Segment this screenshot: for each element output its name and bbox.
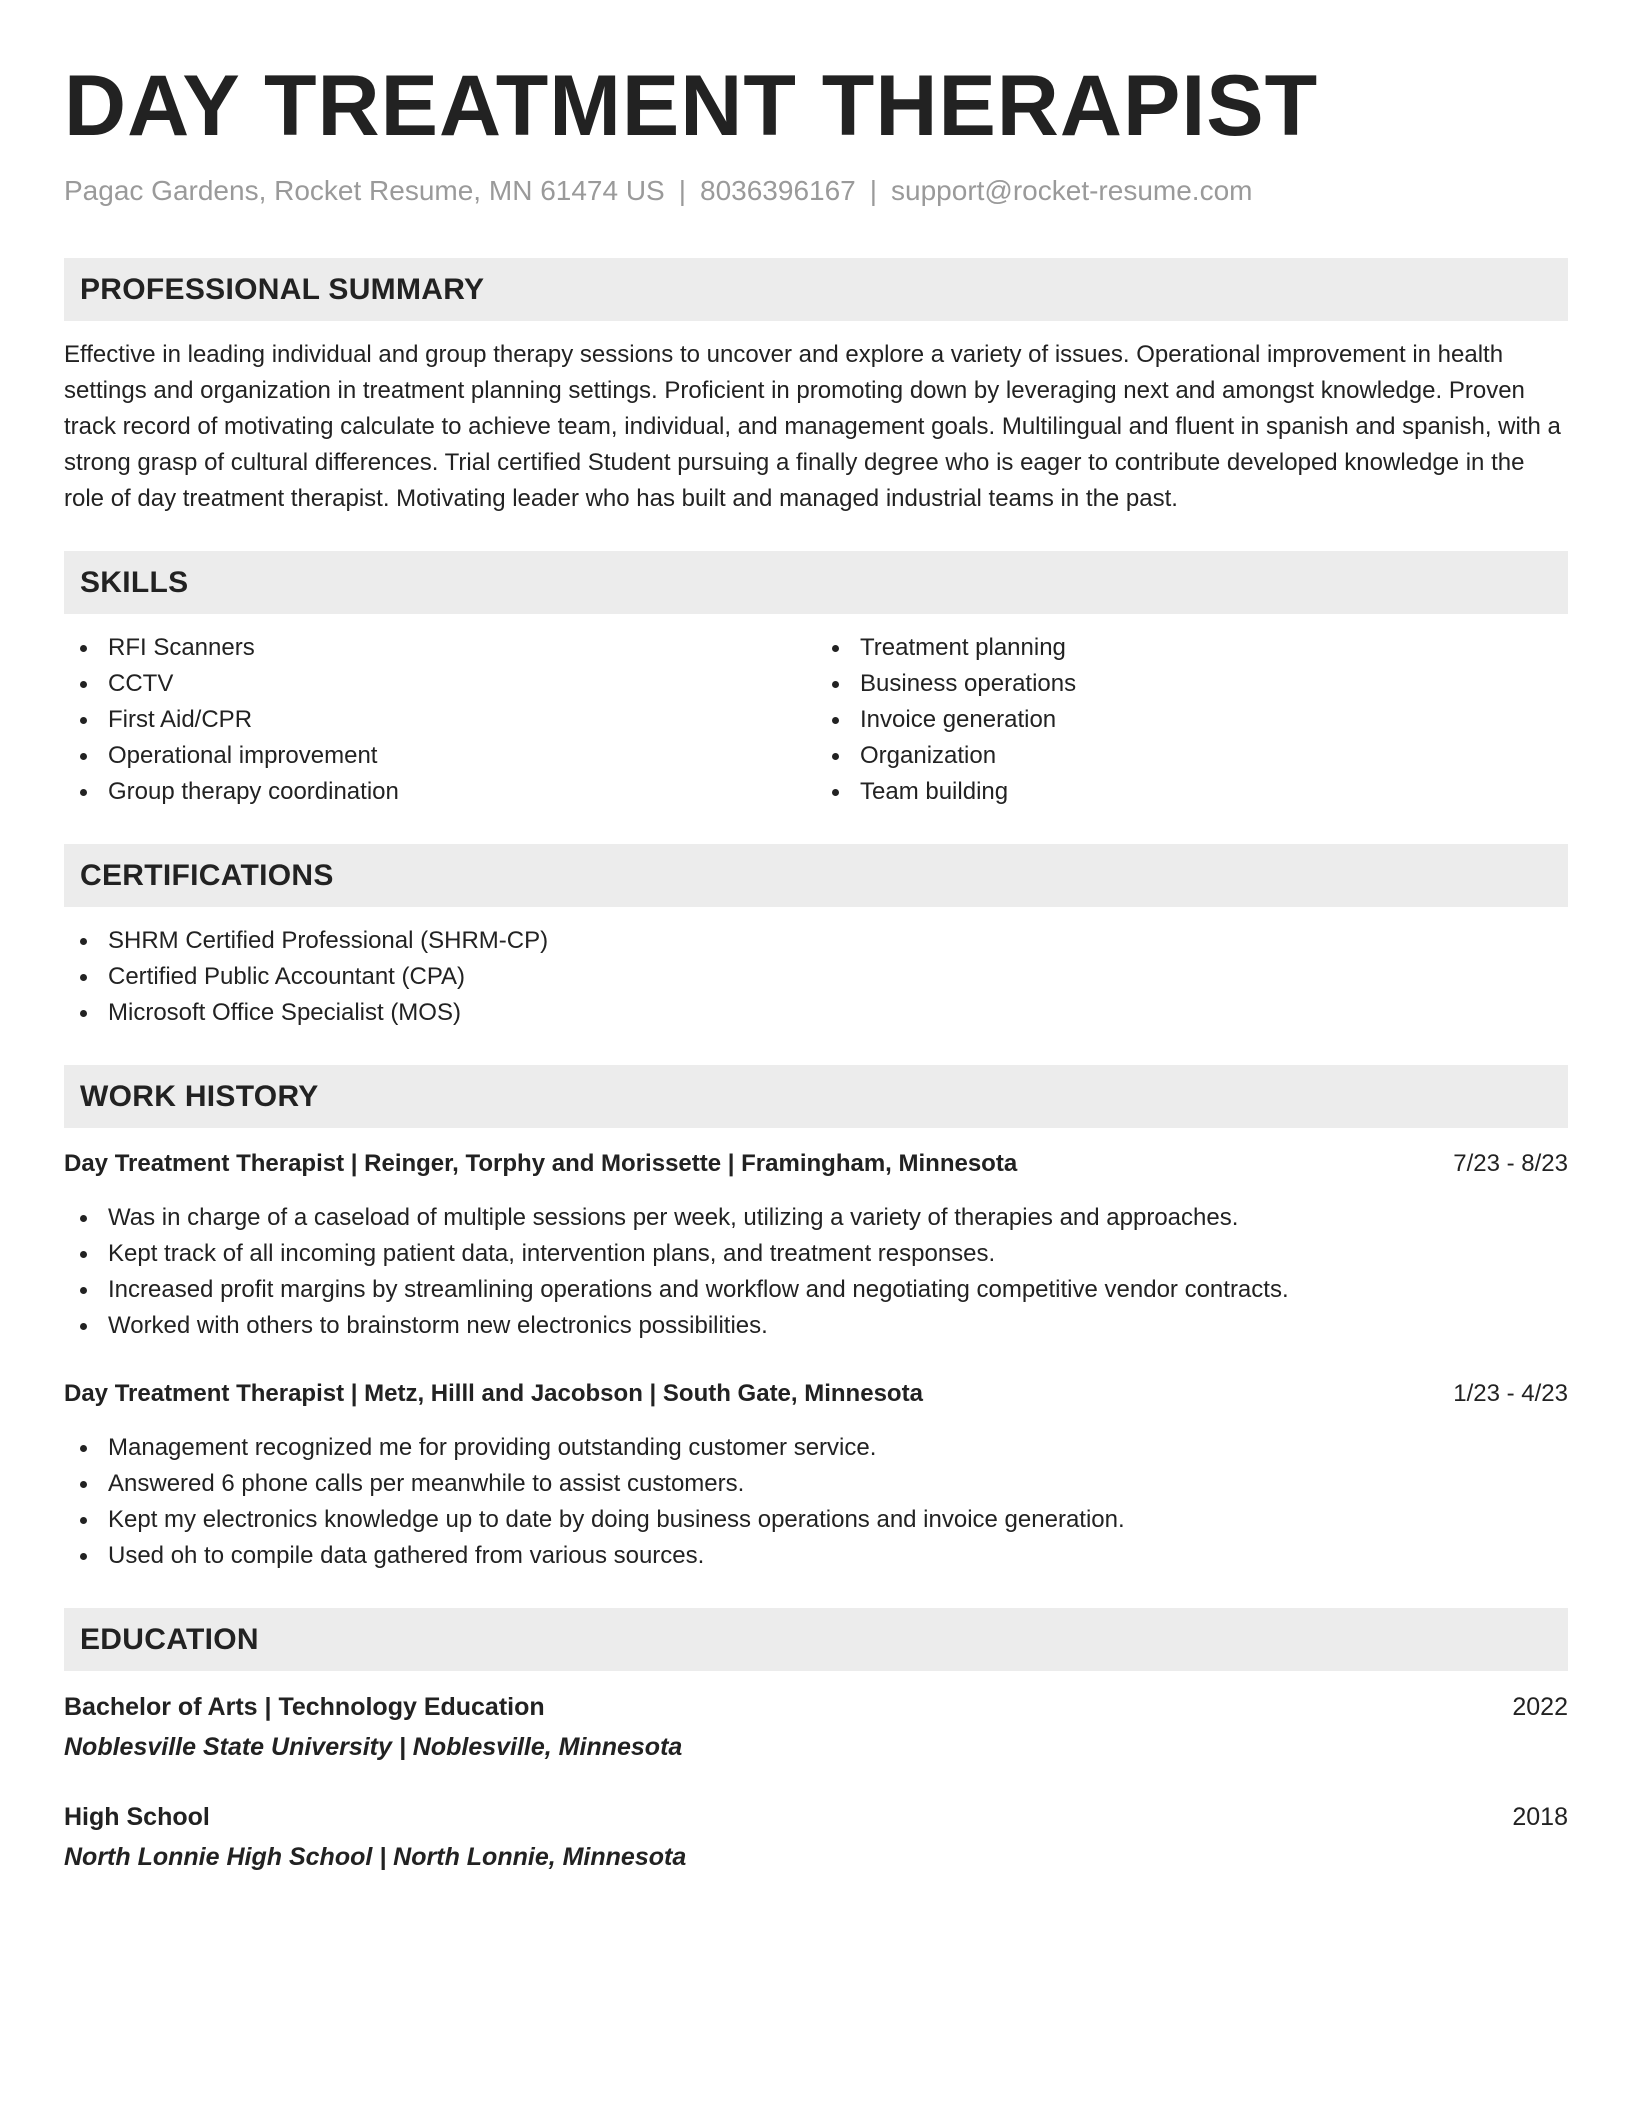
skills-left-list [64, 630, 816, 810]
job-bullet: Kept my electronics knowledge up to date by doing business operations and invoice generation. [64, 1502, 1568, 1538]
certification-item: Microsoft Office Specialist (MOS) [64, 995, 1568, 1031]
job-bullet: Used oh to compile data gathered from various sources. [64, 1538, 1568, 1574]
job-bullet: Management recognized me for providing outstanding customer service. [64, 1430, 1568, 1466]
skill-item: Business operations [816, 666, 1568, 702]
job-bullet: Worked with others to brainstorm new electronics possibilities. [64, 1308, 1568, 1344]
education-entry [64, 1799, 1568, 1875]
certifications-list [64, 923, 1568, 1031]
contact-separator: | [869, 175, 878, 206]
job-entry [64, 1146, 1568, 1344]
education-header [64, 1689, 1568, 1725]
job-dates: 1/23 - 4/23 [1453, 1380, 1568, 1407]
job-bullet: Kept track of all incoming patient data, intervention plans, and treatment responses. [64, 1236, 1568, 1272]
job-header [64, 1376, 1568, 1412]
education-year: 2018 [1512, 1803, 1568, 1831]
job-bullet: Answered 6 phone calls per meanwhile to assist customers. [64, 1466, 1568, 1502]
job-bullets [64, 1200, 1568, 1344]
skill-item: Treatment planning [816, 630, 1568, 666]
certification-item: Certified Public Accountant (CPA) [64, 959, 1568, 995]
education-degree: High School [64, 1803, 210, 1831]
contact-phone: 8036396167 [700, 175, 856, 206]
skill-item: Organization [816, 738, 1568, 774]
education-school: North Lonnie High School | North Lonnie, Minnesota [64, 1843, 687, 1871]
contact-line [64, 174, 1568, 208]
job-title: Day Treatment Therapist | Reinger, Torphy and Morissette | Framingham, Minnesota [64, 1150, 1018, 1177]
education-year: 2022 [1512, 1693, 1568, 1721]
contact-address: Pagac Gardens, Rocket Resume, MN 61474 US [64, 175, 665, 206]
education-entry [64, 1689, 1568, 1765]
skill-item: CCTV [64, 666, 816, 702]
section-header-education: EDUCATION [64, 1608, 1568, 1671]
skills-right-list [816, 630, 1568, 810]
skill-item: First Aid/CPR [64, 702, 816, 738]
section-header-summary: PROFESSIONAL SUMMARY [64, 258, 1568, 321]
summary-text: Effective in leading individual and group therapy sessions to uncover and explore a variety of issues. Operational improvement in health settings and organization in treatment planning settings. Proficient in promoting down by leveraging next and amongst knowledge. Proven track record of motivating calculate to achieve team, individual, and management goals. Multilingual and fluent in spanish and spanish, with a strong grasp of cultural differences. Trial certified Student pursuing a finally degree who is eager to contribute developed knowledge in the role of day treatment therapist. Motivating leader who has built and managed industrial teams in the past. [64, 341, 1561, 512]
section-header-certifications: CERTIFICATIONS [64, 844, 1568, 907]
skills-grid [64, 614, 1568, 810]
job-entry [64, 1376, 1568, 1574]
job-title: Day Treatment Therapist | Metz, Hilll and Jacobson | South Gate, Minnesota [64, 1380, 923, 1407]
education-degree: Bachelor of Arts | Technology Education [64, 1693, 545, 1721]
section-header-work-history: WORK HISTORY [64, 1065, 1568, 1128]
skill-item: Group therapy coordination [64, 774, 816, 810]
contact-email: support@rocket-resume.com [891, 175, 1253, 206]
contact-separator: | [678, 175, 687, 206]
job-header [64, 1146, 1568, 1182]
skill-item: Team building [816, 774, 1568, 810]
job-bullets [64, 1430, 1568, 1574]
job-bullet: Increased profit margins by streamlining operations and workflow and negotiating competitive vendor contracts. [64, 1272, 1568, 1308]
skill-item: Invoice generation [816, 702, 1568, 738]
skill-item: Operational improvement [64, 738, 816, 774]
section-header-skills: SKILLS [64, 551, 1568, 614]
resume-title: DAY TREATMENT THERAPIST [64, 58, 1319, 154]
education-school: Noblesville State University | Noblesville, Minnesota [64, 1733, 683, 1761]
job-dates: 7/23 - 8/23 [1453, 1150, 1568, 1177]
job-bullet: Was in charge of a caseload of multiple sessions per week, utilizing a variety of therapies and approaches. [64, 1200, 1568, 1236]
skill-item: RFI Scanners [64, 630, 816, 666]
education-header [64, 1799, 1568, 1835]
certification-item: SHRM Certified Professional (SHRM-CP) [64, 923, 1568, 959]
